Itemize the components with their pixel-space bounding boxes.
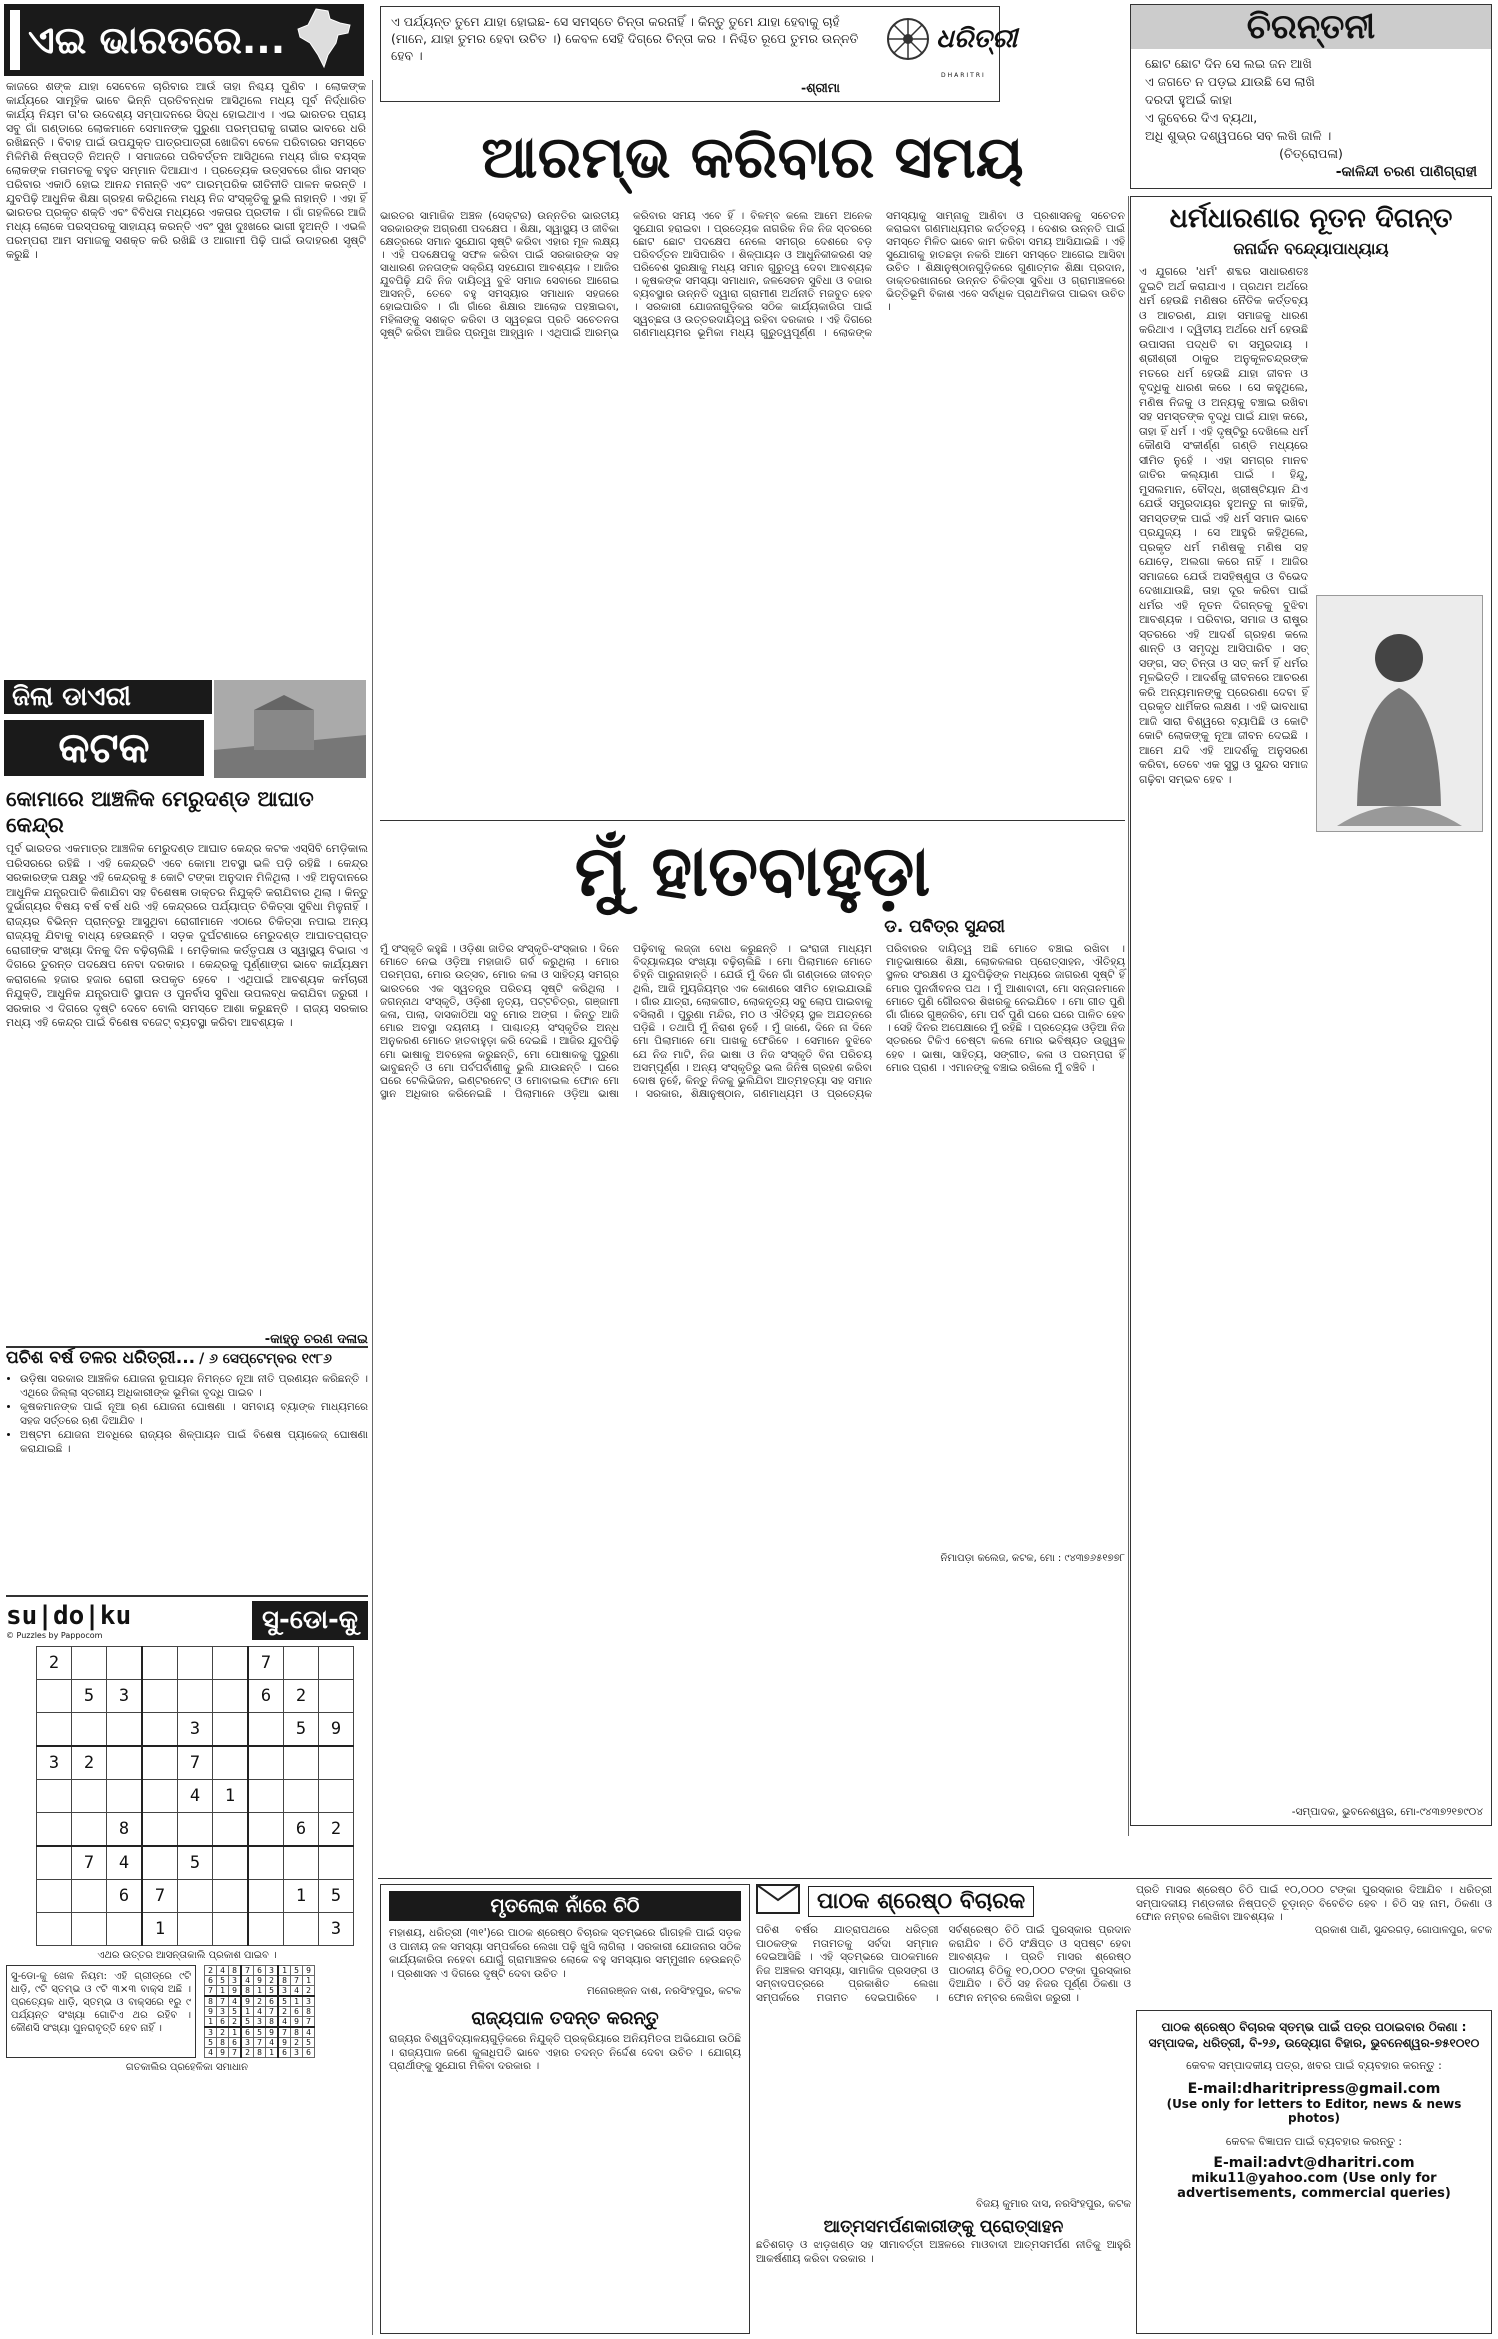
sudoku-cell [72,1713,107,1747]
solution-cell: 9 [303,1966,315,1976]
dharma-body: ଏ ଯୁଗରେ 'ଧର୍ମ' ଶବ୍ଦର ସାଧାରଣତଃ ଦୁଇଟି ଅର୍ଥ କରାଯାଏ । ପ୍ରଥମ ଅର୍ଥରେ ଧର୍ମ ହେଉଛି ମଣିଷର ନୈତିକ କର୍ତ୍ତବ୍ୟ ଓ ଆଚରଣ, ଯାହା ସମାଜକୁ ଧାରଣ କରିଥାଏ । ଦ୍ୱିତୀୟ ଅର୍ଥରେ ଧର୍ମ ହେଉଛି ଉପାସନା ପଦ୍ଧତି ବା ସମ୍ପ୍ରଦାୟ । ଶ୍ରୀଶ୍ରୀ ଠାକୁର ଅନୁକୂଳଚନ୍ଦ୍ରଙ୍କ ମତରେ ଧର୍ମ ହେଉଛି ଯାହା ଜୀବନ ଓ ବୃଦ୍ଧିକୁ ଧାରଣ କରେ । ସେ କହୁଥିଲେ, ମଣିଷ ନିଜକୁ ଓ ଅନ୍ୟକୁ ବଞ୍ଚାଇ ରଖିବା ସହ ସମସ୍ତଙ୍କ ବୃଦ୍ଧି ପାଇଁ ଯାହା କରେ, ତାହା ହିଁ ଧର୍ମ । ଏହି ଦୃଷ୍ଟିରୁ ଦେଖିଲେ ଧର୍ମ କୌଣସି ସଂକୀର୍ଣ୍ଣ ଗଣ୍ଡି ମଧ୍ୟରେ ସୀମିତ ନୁହେଁ । ଏହା ସମଗ୍ର ମାନବ ଜାତିର କଲ୍ୟାଣ ପାଇଁ । ହିନ୍ଦୁ, ମୁସଲମାନ, ବୌଦ୍ଧ, ଖ୍ରୀଷ୍ଟିୟାନ ଯିଏ ଯେଉଁ ସମ୍ପ୍ରଦାୟର ହୁଅନ୍ତୁ ନା କାହିଁକି, ସମସ୍ତଙ୍କ ପାଇଁ ଏହି ଧର୍ମ ସମାନ ଭାବେ ପ୍ରଯୁଜ୍ୟ । ସେ ଆହୁରି କହିଥିଲେ, ପ୍ରକୃତ ଧର୍ମ ମଣିଷକୁ ମଣିଷ ସହ ଯୋଡ଼େ, ଅଲଗା କରେ ନାହିଁ । ଆଜିର ସମାଜରେ ଯେଉଁ ଅସହିଷ୍ଣୁତା ଓ ବିଭେଦ ଦେଖାଯାଉଛି, ତାହା ଦୂର କରିବା ପାଇଁ ଧର୍ମର ଏହି ନୂତନ ଦିଗନ୍ତକୁ ବୁଝିବା ଆବଶ୍ୟକ । ପରିବାର, ସମାଜ ଓ ରାଷ୍ଟ୍ର ସ୍ତରରେ ଏହି ଆଦର୍ଶ ଗ୍ରହଣ କଲେ ଶାନ୍ତି ଓ ସମୃଦ୍ଧି ଆସିପାରିବ । ସତ୍ ସଙ୍ଗ, ସତ୍ ଚିନ୍ତା ଓ ସତ୍ କର୍ମ ହିଁ ଧର୍ମର ମୂଳଭିତ୍ତି । ଆଦର୍ଶକୁ ଜୀବନରେ ଆଚରଣ କରି ଅନ୍ୟମାନଙ୍କୁ ପ୍ରେରଣା ଦେବା ହିଁ ପ୍ରକୃତ ଧାର୍ମିକର ଲକ୍ଷଣ । ଏହି ଭାବଧାରା ଆଜି ସାରା ବିଶ୍ୱରେ ବ୍ୟାପିଛି ଓ କୋଟି କୋଟି ଲୋକଙ୍କୁ ନୂଆ ଜୀବନ ଦେଇଛି । ଆମେ ଯଦି ଏହି ଆଦର୍ଶକୁ ଅନୁସରଣ କରିବା, ତେବେ ଏକ ସୁସ୍ଥ ଓ ସୁନ୍ଦର ସମାଜ ଗଢ଼ିବା ସମ୍ଭବ ହେବ । [1139,265,1308,786]
contact-box [1136,2010,1492,2334]
sudoku-cell [107,1746,143,1780]
sudoku-cell [178,1913,213,1946]
sudoku-cell [178,1880,213,1913]
sudoku-cell [213,1713,249,1747]
solution-cell: 9 [217,2048,229,2058]
sudoku-table [36,1646,354,1946]
contact-email1[interactable]: E-mail:dharitripress@gmail.com [1187,2081,1441,2097]
sudoku-cell [72,1647,107,1680]
solution-cell: 8 [291,2027,303,2038]
zila-diary-label: ଜିଲା ଡାଏରୀ [4,680,212,714]
sudoku-cell [107,1913,143,1946]
sudoku-cell [107,1713,143,1747]
sudoku-cell [37,1846,72,1880]
prize-box [1136,1884,1492,2004]
poem-line: ଦରଦୀ ହୁଅଇଁ କାହା [1145,92,1233,107]
sudoku-footer: ଗତକାଲିର ପ୍ରହେଳିକା ସମାଧାନ [125,2062,249,2073]
sudoku-cell: 3 [37,1746,72,1780]
chirantani-lines [1131,49,1491,187]
solution-cell: 1 [205,2017,217,2028]
ei-bharatare-banner [4,4,364,76]
sudoku-rules: ସୁ-ଡୋ-କୁ ଖେଳ ନିୟମ: ଏହି ଗ୍ରୀଡ୍‌ରେ ୯ଟି ଧାଡ଼ି, ୯ଟି ସ୍ତମ୍ଭ ଓ ୯ଟି ୩×୩ ବାକ୍ସ ଅଛି । ପ୍ରତ୍ୟେକ ଧାଡ଼ି, ସ୍ତମ୍ଭ ଓ ବାକ୍ସରେ ୧ରୁ ୯ ପର୍ଯ୍ୟନ୍ତ ସଂଖ୍ୟା ଗୋଟିଏ ଥର ରହିବ । କୌଣସି ସଂଖ୍ୟା ପୁନରାବୃତ୍ତି ହେବ ନାହିଁ । [6,1965,196,2058]
solution-cell: 8 [266,2017,279,2028]
solution-cell: 6 [278,2048,291,2058]
sudoku-row [37,1880,354,1913]
solution-cell: 5 [266,1986,279,1997]
solution-cell: 6 [303,2048,315,2058]
contact-note1: କେବଳ ସମ୍ପାଦକୀୟ ପତ୍ର, ଖବର ପାଇଁ ବ୍ୟବହାର କରନ୍ତୁ : [1186,2059,1442,2072]
pathak-signature: ବିଜୟ କୁମାର ଦାସ, ନରସିଂହପୁର, କଟକ [975,2198,1131,2210]
sudoku-cell [319,1746,354,1780]
sudoku-cell [213,1813,249,1847]
komare-headline: କୋମାରେ ଆଞ୍ଚଳିକ ମେରୁଦଣ୍ଡ ଆଘାତ କେନ୍ଦ୍ର [6,787,314,837]
solution-cell: 7 [241,1966,254,1976]
solution-cell: 3 [278,1986,291,1997]
solution-cell: 5 [254,2027,266,2038]
solution-cell: 1 [254,1986,266,1997]
sudoku-cell [37,1880,72,1913]
sudoku-cell [72,1913,107,1946]
solution-row [205,1996,315,2007]
solution-cell: 7 [303,2017,315,2028]
sudoku-row [37,1680,354,1713]
pachisa-item: • ଉଡ଼ିଷା ସରକାର ଆଞ୍ଚଳିକ ଯୋଜନା ରୂପାୟନ ନିମନ୍ତେ ନୂଆ ନୀତି ପ୍ରଣୟନ କରିଛନ୍ତି । ଏଥିରେ ଜିଲ୍ଲା ସ୍ତରୀୟ ଅଧିକାରୀଙ୍କ ଭୂମିକା ବୃଦ୍ଧି ପାଇବ । [20,1372,368,1400]
sudoku-cell [107,1647,143,1680]
zila-diary-box [4,680,368,780]
solution-cell: 1 [303,1976,315,1986]
solution-cell: 5 [291,1966,303,1976]
solution-cell: 4 [254,2007,266,2017]
solution-cell: 3 [229,1976,242,1986]
sudoku-row [37,1913,354,1946]
solution-cell: 9 [266,2027,279,2038]
solution-row [205,2038,315,2048]
solution-cell: 6 [291,2007,303,2017]
sudoku-cell [319,1846,354,1880]
sudoku-cell [142,1846,178,1880]
solution-cell: 6 [205,1976,217,1986]
solution-cell: 2 [205,1966,217,1976]
poem-line: ଛୋଟ ଛୋଟ ଦିନ ସେ ଲଇ ଜନ ଆଖି [1145,56,1312,71]
solution-cell: 7 [266,2007,279,2017]
solution-cell: 2 [278,2007,291,2017]
sudoku-cell [319,1647,354,1680]
pachisa-item: • କୃଷକମାନଙ୍କ ପାଇଁ ନୂଆ ଋଣ ଯୋଜନା ଘୋଷଣା । ସମବାୟ ବ୍ୟାଙ୍କ ମାଧ୍ୟମରେ ସହଜ ସର୍ତ୍ତରେ ଋଣ ଦିଆଯିବ । [20,1400,368,1428]
solution-cell: 5 [303,2038,315,2048]
mu-hatabahuda-article [380,820,1125,1580]
sudoku-cell [72,1880,107,1913]
solution-cell: 7 [229,2048,242,2058]
sudoku-cell [248,1780,284,1813]
solution-cell: 6 [266,1996,279,2007]
sudoku-cell: 9 [319,1713,354,1747]
sudoku-cell [319,1680,354,1713]
ei-bharatare-body: କାଜରେ ଶଙ୍କ ଯାହା ସେବେଳେ ଚାରିବାର ଆଉଁ ତାହା ନିଶ୍ଚୟ ପୁଣିବ । ଲୋକଙ୍କ କାର୍ଯ୍ୟରେ ସାମୂହିକ ଭାବେ ଭିନ୍ନି ପ୍ରତିବନ୍ଧକ ଆସିଥିଲେ ମଧ୍ୟ ପୂର୍ବ ନିର୍ଦ୍ଧାରିତ କାର୍ଯ୍ୟ ନିୟମ ତା'ର ଉଦେଶ୍ୟ ସମ୍ପାଦନରେ ସିଦ୍ଧ ହୋଇଥାଏ । ଏଇ ଭାରତର ପ୍ରାୟ ସବୁ ଗାଁ ଗଣ୍ଡାରେ ଲୋକମାନେ ସେମାନଙ୍କ ପୁରୁଣା ପରମ୍ପରାକୁ ଗଭୀର ଭାବରେ ଧରି ରଖିଛନ୍ତି । ବିବାହ ପାଇଁ ଉପଯୁକ୍ତ ପାତ୍ରପାତ୍ରୀ ଖୋଜିବା ବେଳେ ପରିବାରର ସମସ୍ତେ ମିଳିମିଶି ନିଷ୍ପତ୍ତି ନିଅନ୍ତି । ସମାଜରେ ପରିବର୍ତ୍ତନ ଆସିଥିଲେ ମଧ୍ୟ ଗାଁର ବୟସ୍କ ଲୋକଙ୍କ ମତାମତକୁ ବହୁତ ସମ୍ମାନ ଦିଆଯାଏ । ପ୍ରତ୍ୟେକ ଉତ୍ସବରେ ଗାଁର ସମସ୍ତ ପରିବାର ଏକାଠି ହୋଇ ଆନନ୍ଦ ମନାନ୍ତି ଏବଂ ପାରମ୍ପରିକ ରୀତିନୀତି ପାଳନ କରନ୍ତି । ଯୁବପିଢ଼ି ଆଧୁନିକ ଶିକ୍ଷା ଗ୍ରହଣ କରିଥିଲେ ମଧ୍ୟ ନିଜ ସଂସ୍କୃତିକୁ ଭୁଲି ନାହାନ୍ତି । ଏହା ହିଁ ଭାରତର ପ୍ରକୃତ ଶକ୍ତି ଏବଂ ବିବିଧତା ମଧ୍ୟରେ ଏକତାର ପ୍ରତୀକ । ଗାଁ ଗହଳିରେ ଆଜି ମଧ୍ୟ ଲୋକେ ପରସ୍ପରକୁ ସାହାଯ୍ୟ କରନ୍ତି ଏବଂ ସୁଖ ଦୁଃଖରେ ଭାଗୀ ହୁଅନ୍ତି । ଏଭଳି ପରମ୍ପରା ଆମ ସମାଜକୁ ସଶକ୍ତ କରି ରଖିଛି ଓ ଆଗାମୀ ପିଢ଼ି ପାଇଁ ଉଦାହରଣ ସୃଷ୍ଟି କରୁଛି । [6,80,366,261]
chakra-icon [886,17,930,65]
sudoku-cell [213,1913,249,1946]
ei-bharatare-title: ଏଇ ଭାରତରେ... [28,17,286,62]
solution-cell: 6 [229,2038,242,2048]
solution-row [205,2027,315,2038]
solution-cell: 1 [229,2027,242,2038]
column-rule [372,80,373,2335]
mrutyulok-title: ମୃତଲୋକ ନାଁରେ ଚିଠି [389,1891,741,1921]
sudoku-cell [37,1780,72,1813]
sudoku-title: ସୁ-ଡୋ-କୁ [252,1601,368,1640]
sudoku-cell: 6 [107,1880,143,1913]
section-rule [378,1878,1492,1879]
solution-cell: 8 [205,1996,217,2007]
sudoku-cell [248,1813,284,1847]
sudoku-label: su|do|ku [6,1601,132,1631]
solution-cell: 5 [278,1996,291,2007]
quote-strip [380,6,1018,102]
solution-cell: 5 [241,2017,254,2028]
sudoku-cell [72,1813,107,1847]
solution-cell: 4 [303,2027,315,2038]
solution-cell: 1 [241,2007,254,2017]
sudoku-cell: 4 [107,1846,143,1880]
sudoku-cell [248,1846,284,1880]
contact-address: ପାଠକ ଶ୍ରେଷ୍ଠ ବିଚାରକ ସ୍ତମ୍ଭ ପାଇଁ ପତ୍ର ପଠାଇବାର ଠିକଣା : ସମ୍ପାଦକ, ଧରିତ୍ରୀ, ବି-୨୬, ଉଦ୍ୟୋଗ ବିହାର, ଭୁବନେଶ୍ୱର-୭୫୧୦୧୦ [1148,2020,1480,2050]
masthead-sub: DHARITRI [941,72,986,79]
sudoku-cell [284,1846,319,1880]
solution-cell: 1 [291,1996,303,2007]
solution-cell: 8 [229,1966,242,1976]
sudoku-cell [37,1680,72,1713]
pachisa-box [6,1346,368,1596]
sudoku-cell: 3 [107,1680,143,1713]
pachisa-list [6,1372,368,1456]
pachisa-item: • ଅଷ୍ଟମ ଯୋଜନା ଅବଧିରେ ରାଜ୍ୟର ଶିଳ୍ପାୟନ ପାଇଁ ବିଶେଷ ପ୍ୟାକେଜ୍ ଘୋଷଣା କରାଯାଇଛି । [20,1428,368,1456]
sudoku-cell [142,1680,178,1713]
india-map-icon [294,7,354,73]
solution-cell: 8 [278,1976,291,1986]
rajyapal-body: ରାଜ୍ୟର ବିଶ୍ୱବିଦ୍ୟାଳୟଗୁଡ଼ିକରେ ନିଯୁକ୍ତି ପ୍ରକ୍ରିୟାରେ ଅନିୟମିତତା ଅଭିଯୋଗ ଉଠିଛି । ରାଜ୍ୟପାଳ ଜଣେ କୁଳାଧିପତି ଭାବେ ଏହାର ତଦନ୍ତ ନିର୍ଦ୍ଦେଶ ଦେବା ଉଚିତ । ଯୋଗ୍ୟ ପ୍ରାର୍ଥୀଙ୍କୁ ସୁଯୋଗ ମିଳିବା ଦରକାର । [389,2033,741,2072]
sudoku-cell [142,1713,178,1747]
sudoku-cell: 7 [142,1880,178,1913]
solution-cell: 2 [217,2027,229,2038]
sudoku-cell [284,1913,319,1946]
dharma-author: ଜନାର୍ଦ୍ଦନ ବନ୍ଦ୍ୟୋପାଧ୍ୟାୟ [1233,239,1389,258]
sudoku-cell [213,1846,249,1880]
solution-cell: 8 [303,2007,315,2017]
mu-body: ମୁଁ ସଂସ୍କୃତି କହୁଛି । ଓଡ଼ିଶା ଜାତିର ସଂସ୍କୃତି-ସଂସ୍କାର । ଦିନେ ମୋତେ ନେଇ ଓଡ଼ିଆ ମହାଜାତି ଗର୍ବ କରୁଥିଲା । ମୋର ପରମ୍ପରା, ମୋର ଉତ୍ସବ, ମୋର କଳା ଓ ସାହିତ୍ୟ ସମଗ୍ର ଭାରତରେ ଏକ ସ୍ୱତନ୍ତ୍ର ପରିଚୟ ସୃଷ୍ଟି କରିଥିଲା । ଜଗନ୍ନାଥ ସଂସ୍କୃତି, ଓଡ଼ିଶୀ ନୃତ୍ୟ, ପଟ୍ଟଚିତ୍ର, ଗଞ୍ଜାମୀ କଳା, ପାଲା, ଦାସକାଠିଆ ସବୁ ମୋର ଅଙ୍ଗ । କିନ୍ତୁ ଆଜି ମୋର ଅବସ୍ଥା ଦୟନୀୟ । ପାଶ୍ଚାତ୍ୟ ସଂସ୍କୃତିର ଅନ୍ଧ ଅନୁକରଣ ମୋତେ ହାତବାହୁଡ଼ା କରି ଦେଇଛି । ଆଜିର ଯୁବପିଢ଼ି ମୋ ଭାଷାକୁ ଅବହେଳା କରୁଛନ୍ତି, ମୋ ପୋଷାକକୁ ପୁରୁଣା ଭାବୁଛନ୍ତି ଓ ମୋ ପର୍ବପର୍ବାଣୀକୁ ଭୁଲି ଯାଉଛନ୍ତି । ଘରେ ଘରେ ଟେଲିଭିଜନ, ଇଣ୍ଟରନେଟ୍ ଓ ମୋବାଇଲ ଫୋନ ମୋ ସ୍ଥାନ ଅଧିକାର କରିନେଇଛି । ପିଲାମାନେ ଓଡ଼ିଆ ଭାଷା ପଢ଼ିବାକୁ ଲଜ୍ଜା ବୋଧ କରୁଛନ୍ତି । ଇଂରାଜୀ ମାଧ୍ୟମ ବିଦ୍ୟାଳୟର ସଂଖ୍ୟା ବଢ଼ିଚାଲିଛି । ମୋ ପିଲାମାନେ ମୋତେ ଚିହ୍ନି ପାରୁନାହାନ୍ତି । ଯେଉଁ ମୁଁ ଦିନେ ଗାଁ ଗଣ୍ଡାରେ ଜୀବନ୍ତ ଥିଲି, ଆଜି ମ୍ୟୁଜିୟମ୍‌ର ଏକ କୋଣରେ ସୀମିତ ହୋଇଯାଉଛି । ଗାଁର ଯାତ୍ରା, ଲୋକଗୀତ, ଲୋକନୃତ୍ୟ ସବୁ ଲୋପ ପାଇବାକୁ ବସିଲାଣି । ପୁରୁଣା ମନ୍ଦିର, ମଠ ଓ ଐତିହ୍ୟ ସ୍ଥଳ ଅଯତ୍ନରେ ପଡ଼ିଛି । ତଥାପି ମୁଁ ନିରାଶ ନୁହେଁ । ମୁଁ ଜାଣେ, ଦିନେ ନା ଦିନେ ମୋ ପିଲାମାନେ ମୋ ପାଖକୁ ଫେରିବେ । ସେମାନେ ବୁଝିବେ ଯେ ନିଜ ମାଟି, ନିଜ ଭାଷା ଓ ନିଜ ସଂସ୍କୃତି ବିନା ପରିଚୟ ଅସମ୍ପୂର୍ଣ୍ଣ । ଅନ୍ୟ ସଂସ୍କୃତିରୁ ଭଲ ଜିନିଷ ଗ୍ରହଣ କରିବା ଦୋଷ ନୁହେଁ, କିନ୍ତୁ ନିଜକୁ ଭୁଲିଯିବା ଆତ୍ମହତ୍ୟା ସହ ସମାନ । ସରକାର, ଶିକ୍ଷାନୁଷ୍ଠାନ, ଗଣମାଧ୍ୟମ ଓ ପ୍ରତ୍ୟେକ ପରିବାରର ଦାୟିତ୍ୱ ଅଛି ମୋତେ ବଞ୍ଚାଇ ରଖିବା । ମାତୃଭାଷାରେ ଶିକ୍ଷା, ଲୋକକଳାର ପ୍ରୋତ୍ସାହନ, ଐତିହ୍ୟ ସ୍ଥଳର ସଂରକ୍ଷଣ ଓ ଯୁବପିଢ଼ିଙ୍କ ମଧ୍ୟରେ ଜାଗରଣ ସୃଷ୍ଟି ହିଁ ମୋର ପୁନର୍ଜୀବନର ପଥ । ମୁଁ ଆଶାବାଦୀ, ମୋ ସନ୍ତାନମାନେ ମୋତେ ପୁଣି ଗୌରବର ଶିଖରକୁ ନେଇଯିବେ । ମୋ ଗୀତ ପୁଣି ଗାଁ ଗାଁରେ ଗୁଞ୍ଜରିବ, ମୋ ପର୍ବ ପୁଣି ଘରେ ଘରେ ପାଳିତ ହେବ । ସେହି ଦିନର ଅପେକ୍ଷାରେ ମୁଁ ରହିଛି । ପ୍ରତ୍ୟେକ ଓଡ଼ିଆ ନିଜ ସ୍ତରରେ ଟିକିଏ ଚେଷ୍ଟା କଲେ ମୋର ଭବିଷ୍ୟତ ଉଜ୍ଜ୍ୱଳ ହେବ । ଭାଷା, ସାହିତ୍ୟ, ସଙ୍ଗୀତ, କଳା ଓ ପରମ୍ପରା ହିଁ ମୋର ପ୍ରାଣ । ଏମାନଙ୍କୁ ବଞ୍ଚାଇ ରଖିଲେ ମୁଁ ବଞ୍ଚିବି । [380,943,1125,1101]
komare-body: ପୂର୍ବ ଭାରତର ଏକମାତ୍ର ଆଞ୍ଚଳିକ ମେରୁଦଣ୍ଡ ଆଘାତ କେନ୍ଦ୍ର କଟକ ଏସ୍‌ସିବି ମେଡ଼ିକାଲ ପରିସରରେ ରହିଛି । ଏହି କେନ୍ଦ୍ରଟି ଏବେ କୋମା ଅବସ୍ଥା ଭଳି ପଡ଼ି ରହିଛି । କେନ୍ଦ୍ର ସରକାରଙ୍କ ପକ୍ଷରୁ ଏହି କେନ୍ଦ୍ରକୁ ୫ କୋଟି ଟଙ୍କା ଅନୁଦାନ ମିଳିଥିଲା । ଏହି ଅନୁଦାନରେ ଆଧୁନିକ ଯନ୍ତ୍ରପାତି କିଣାଯିବା ସହ ବିଶେଷଜ୍ଞ ଡାକ୍ତର ନିଯୁକ୍ତି କରାଯିବାର ଥିଲା । କିନ୍ତୁ ଦୁର୍ଭାଗ୍ୟର ବିଷୟ ବର୍ଷ ବର୍ଷ ଧରି ଏହି କେନ୍ଦ୍ରରେ ପର୍ଯ୍ୟାପ୍ତ ଚିକିତ୍ସା ସୁବିଧା ମିଳୁନାହିଁ । ରାଜ୍ୟର ବିଭିନ୍ନ ପ୍ରାନ୍ତରୁ ଆସୁଥିବା ରୋଗୀମାନେ ଏଠାରେ ଚିକିତ୍ସା ନପାଇ ଅନ୍ୟ ରାଜ୍ୟକୁ ଯିବାକୁ ବାଧ୍ୟ ହେଉଛନ୍ତି । ସଡ଼କ ଦୁର୍ଘଟଣାରେ ମେରୁଦଣ୍ଡ ଆଘାତପ୍ରାପ୍ତ ରୋଗୀଙ୍କ ସଂଖ୍ୟା ଦିନକୁ ଦିନ ବଢ଼ିଚାଲିଛି । ମେଡ଼ିକାଲ କର୍ତ୍ତୃପକ୍ଷ ଓ ସ୍ୱାସ୍ଥ୍ୟ ବିଭାଗ ଏ ଦିଗରେ ତୁରନ୍ତ ପଦକ୍ଷେପ ନେବା ଦରକାର । କେନ୍ଦ୍ରକୁ ପୂର୍ଣ୍ଣାଙ୍ଗ ଭାବେ କାର୍ଯ୍ୟକ୍ଷମ କରାଗଲେ ହଜାର ହଜାର ରୋଗୀ ଉପକୃତ ହେବେ । ଏଥିପାଇଁ ଆବଶ୍ୟକ କର୍ମଚାରୀ ନିଯୁକ୍ତି, ଆଧୁନିକ ଯନ୍ତ୍ରପାତି ସ୍ଥାପନ ଓ ପୁନର୍ବାସ ସୁବିଧା ଉପଲବ୍ଧ କରାଯିବା ଜରୁରୀ । ସରକାର ଏ ଦିଗରେ ଦୃଷ୍ଟି ଦେବେ ବୋଲି ସମସ୍ତେ ଆଶା କରୁଛନ୍ତି । ରାଜ୍ୟ ସରକାର ମଧ୍ୟ ଏହି କେନ୍ଦ୍ର ପାଇଁ ବିଶେଷ ବଜେଟ୍ ବ୍ୟବସ୍ଥା କରିବା ଆବଶ୍ୟକ । [6,842,368,1029]
solution-cell: 9 [205,2007,217,2017]
solution-cell: 9 [254,1976,266,1986]
sudoku-cell: 3 [178,1713,213,1747]
sudoku-cell [284,1746,319,1780]
solution-row [205,2007,315,2017]
prize-signature: ପ୍ରକାଶ ପାଣି, ସୁନ୍ଦରଗଡ଼, ଗୋପାଳପୁର, କଟକ [1314,1924,1492,1936]
contact-email2b[interactable]: miku11@yahoo.com (Use only for [1191,2171,1437,2186]
solution-cell: 3 [217,2007,229,2017]
sudoku-cell: 3 [319,1913,354,1946]
solution-cell: 4 [229,1996,242,2007]
sudoku-row [37,1746,354,1780]
solution-cell: 4 [278,2017,291,2028]
komare-article [6,786,368,1347]
envelope-icon [756,1884,800,1918]
solution-cell: 5 [205,2038,217,2048]
main-article-title: ଆରମ୍ଭ କରିବାର ସମୟ [481,123,1024,191]
solution-cell: 8 [241,1986,254,1997]
solution-cell: 2 [303,1986,315,1997]
solution-cell: 4 [266,2038,279,2048]
mu-title: ମୁଁ ହାତବାହୁଡ଼ା [574,830,931,912]
sudoku-cell: 1 [142,1913,178,1946]
main-article-body: ଭାରତର ସାମାଜିକ ଅଞ୍ଚଳ (ସେକ୍ଟର) ଉନ୍ନତିର ଭାରତୀୟ ସରକାରଙ୍କ ଅଗ୍ରଣୀ ପଦକ୍ଷେପ । ଶିକ୍ଷା, ସ୍ୱାସ୍ଥ୍ୟ ଓ ଜୀବିକା କ୍ଷେତ୍ରରେ ସମାନ ସୁଯୋଗ ସୃଷ୍ଟି କରିବା ଏହାର ମୂଳ ଲକ୍ଷ୍ୟ । ଏହି ପଦକ୍ଷେପକୁ ସଫଳ କରିବା ପାଇଁ ସରକାରଙ୍କ ସହ ସାଧାରଣ ଜନତାଙ୍କ ସକ୍ରିୟ ସହଯୋଗ ଆବଶ୍ୟକ । ଆଜିର ଯୁବପିଢ଼ି ଯଦି ନିଜ ଦାୟିତ୍ୱ ବୁଝି ସମାଜ ସେବାରେ ଆଗେଇ ଆସନ୍ତି, ତେବେ ବହୁ ସମସ୍ୟାର ସମାଧାନ ସହଜରେ ହୋଇପାରିବ । ଗାଁ ଗାଁରେ ଶିକ୍ଷାର ଆଲୋକ ପହଞ୍ଚାଇବା, ମହିଳାଙ୍କୁ ସଶକ୍ତ କରିବା ଓ ସ୍ୱଚ୍ଛତା ପ୍ରତି ସଚେତନତା ସୃଷ୍ଟି କରିବା ଆଜିର ପ୍ରମୁଖ ଆହ୍ୱାନ । ଏଥିପାଇଁ ଆରମ୍ଭ କରିବାର ସମୟ ଏବେ ହିଁ । ବିଳମ୍ବ କଲେ ଆମେ ଅନେକ ସୁଯୋଗ ହରାଇବା । ପ୍ରତ୍ୟେକ ନାଗରିକ ନିଜ ନିଜ ସ୍ତରରେ ଛୋଟ ଛୋଟ ପଦକ୍ଷେପ ନେଲେ ସମଗ୍ର ଦେଶରେ ବଡ଼ ପରିବର୍ତ୍ତନ ଆସିପାରିବ । ଶିଳ୍ପାୟନ ଓ ଆଧୁନିକୀକରଣ ସହ ପରିବେଶ ସୁରକ୍ଷାକୁ ମଧ୍ୟ ସମାନ ଗୁରୁତ୍ୱ ଦେବା ଆବଶ୍ୟକ । କୃଷକଙ୍କ ସମସ୍ୟା ସମାଧାନ, ଜଳସେଚନ ସୁବିଧା ଓ ବଜାର ବ୍ୟବସ୍ଥାର ଉନ୍ନତି ଦ୍ୱାରା ଗ୍ରାମୀଣ ଅର୍ଥନୀତି ମଜବୁତ ହେବ । ସରକାରୀ ଯୋଜନାଗୁଡ଼ିକର ସଠିକ କାର୍ଯ୍ୟକାରିତା ପାଇଁ ସ୍ୱଚ୍ଛତା ଓ ଉତ୍ତରଦାୟିତ୍ୱ ରହିବା ଦରକାର । ଏହି ଦିଗରେ ଗଣମାଧ୍ୟମର ଭୂମିକା ମଧ୍ୟ ଗୁରୁତ୍ୱପୂର୍ଣ୍ଣ । ଲୋକଙ୍କ ସମସ୍ୟାକୁ ସାମ୍ନାକୁ ଆଣିବା ଓ ପ୍ରଶାସନକୁ ସଚେତନ କରାଇବା ଗଣମାଧ୍ୟମର କର୍ତ୍ତବ୍ୟ । ଦେଶର ଉନ୍ନତି ପାଇଁ ସମସ୍ତେ ମିଳିତ ଭାବେ କାମ କରିବା ସମୟ ଆସିଯାଇଛି । ଏହି ସୁଯୋଗକୁ ହାତଛଡ଼ା ନକରି ଆମେ ସମସ୍ତେ ଆଗେଇ ଆସିବା ଉଚିତ । ଶିକ୍ଷାନୁଷ୍ଠାନଗୁଡ଼ିକରେ ଗୁଣାତ୍ମକ ଶିକ୍ଷା ପ୍ରଦାନ, ଡାକ୍ତରଖାନାରେ ଉନ୍ନତ ଚିକିତ୍ସା ସୁବିଧା ଓ ଗ୍ରାମାଞ୍ଚଳରେ ଭିତ୍ତିଭୂମି ବିକାଶ ଏବେ ସର୍ବାଧିକ ପ୍ରାଥମିକତା ପାଇବା ଉଚିତ । [380,210,1125,339]
chirantani-title: ଚିରନ୍ତନୀ [1131,5,1491,49]
sudoku-cell [178,1680,213,1713]
solution-cell: 2 [266,1976,279,1986]
solution-cell: 7 [205,1986,217,1997]
poem-line: ଅଧି ଶୁଭ୍ର ଦଶ୍ୱପରେ ସବ ଲଖି ଜାଳି । [1145,128,1332,143]
zila-diary-city: କଟକ [4,720,204,776]
sudoku-cell: 2 [319,1813,354,1847]
mrutyulok-body: ମହାଶୟ, ଧରିତ୍ରୀ (୩୧')ରେ ପାଠକ ଶ୍ରେଷ୍ଠ ବିଚାରକ ସ୍ତମ୍ଭରେ ଗାଁଗହଳି ପାଇଁ ସଡ଼କ ଓ ପାନୀୟ ଜଳ ସମସ୍ୟା ସମ୍ପର୍କରେ ଲେଖା ପଢ଼ି ଖୁସି ଲାଗିଲା । ସରକାରୀ ଯୋଜନାର ସଠିକ କାର୍ଯ୍ୟକାରିତା ନହେବା ଯୋଗୁଁ ଗ୍ରାମାଞ୍ଚଳର ଲୋକେ ବହୁ ସମସ୍ୟାର ସମ୍ମୁଖୀନ ହେଉଛନ୍ତି । ପ୍ରଶାସନ ଏ ଦିଗରେ ଦୃଷ୍ଟି ଦେବା ଉଚିତ । [389,1927,741,1980]
sudoku-row [37,1846,354,1880]
sudoku-cell: 7 [178,1746,213,1780]
mrutyulok-box [380,1884,750,2334]
pathak-body: ପଚିଶ ବର୍ଷର ଯାତ୍ରାପଥରେ ଧରିତ୍ରୀ ପାଠକଙ୍କ ମତାମତକୁ ସର୍ବଦା ସମ୍ମାନ ଦେଇଆସିଛି । ଏହି ସ୍ତମ୍ଭରେ ପାଠକମାନେ ନିଜ ଅଞ୍ଚଳର ସମସ୍ୟା, ସାମାଜିକ ପ୍ରସଙ୍ଗ ଓ ସମ୍ବାଦପତ୍ରରେ ପ୍ରକାଶିତ ଲେଖା ସମ୍ପର୍କରେ ମତାମତ ଦେଇପାରିବେ । ସର୍ବଶ୍ରେଷ୍ଠ ଚିଠି ପାଇଁ ପୁରସ୍କାର ପ୍ରଦାନ କରାଯିବ । ଚିଠି ସଂକ୍ଷିପ୍ତ ଓ ସ୍ପଷ୍ଟ ହେବା ଆବଶ୍ୟକ । ପ୍ରତି ମାସର ଶ୍ରେଷ୍ଠ ପାଠକୀୟ ଚିଠିକୁ ୧୦,୦୦୦ ଟଙ୍କା ପୁରସ୍କାର ଦିଆଯିବ । ଚିଠି ସହ ନିଜର ପୂର୍ଣ୍ଣ ଠିକଣା ଓ ଫୋନ ନମ୍ବର ଲେଖିବା ଜରୁରୀ । [756,1924,1131,2004]
poem-line: ଏ ଜଗତେ ନ ପଡ଼ଇ ଯାଉଛି ସେ ଲାଖି [1145,74,1315,89]
solution-row [205,2017,315,2028]
solution-cell: 1 [217,1986,229,1997]
sudoku-cell [213,1647,249,1680]
sudoku-cell: 2 [37,1647,72,1680]
dharma-footer: -ସମ୍ପାଦକ, ଭୁବନେଶ୍ୱର, ମୋ-୯୪୩୭୨୧୭୯୦୪ [1291,1806,1483,1818]
sudoku-cell [37,1713,72,1747]
sudoku-cell: 5 [319,1880,354,1913]
mrutyulok-signature: ମନୋରଞ୍ଜନ ଦାଶ, ନରସିଂହପୁର, କଟକ [586,1985,741,1997]
solution-row [205,1986,315,1997]
masthead-logo: ଧରିତ୍ରୀ [936,24,1018,54]
komare-author: -କାହ୍ନୁ ଚରଣ ଦଳାଇ [264,1332,368,1347]
sudoku-solution [204,1965,315,2058]
solution-cell: 2 [291,2038,303,2048]
solution-table [204,1965,315,2058]
solution-cell: 9 [291,2017,303,2028]
solution-cell: 9 [241,1996,254,2007]
sudoku-cell: 7 [248,1647,284,1680]
mu-footer: ନିମାପଡ଼ା କଲେଜ, କଟକ, ମୋ : ୯୪୩୭୬୫୧୭୭୮ [940,1553,1125,1564]
column-rule [1128,196,1129,1836]
contact-email2c: advertisements, commercial queries) [1177,2186,1451,2201]
sudoku-row [37,1813,354,1847]
solution-cell: 1 [266,2048,279,2058]
sudoku-cell [213,1880,249,1913]
sudoku-cell [142,1813,178,1847]
sudoku-cell [213,1680,249,1713]
poem-author: -କାଳିନ୍ଦୀ ଚରଣ ପାଣିଗ୍ରାହୀ [1335,164,1477,180]
sudoku-cell [142,1746,178,1780]
sudoku-cell [248,1746,284,1780]
sudoku-cell [37,1913,72,1946]
solution-cell: 4 [291,1986,303,1997]
solution-cell: 8 [217,2038,229,2048]
solution-cell: 7 [217,1996,229,2007]
sudoku-cell: 1 [213,1780,249,1813]
solution-cell: 1 [278,1966,291,1976]
sudoku-cell [248,1880,284,1913]
sudoku-cell: 6 [248,1680,284,1713]
sudoku-cell: 7 [72,1846,107,1880]
solution-cell: 3 [254,2017,266,2028]
solution-cell: 6 [217,2017,229,2028]
sudoku-cell [72,1780,107,1813]
sudoku-cell [178,1647,213,1680]
solution-cell: 3 [291,2048,303,2058]
sudoku-cell [142,1647,178,1680]
sudoku-cell [284,1647,319,1680]
sudoku-brand: © Puzzles by Pappocom [6,1631,103,1640]
sudoku-cell [178,1813,213,1847]
pachisa-header [6,1348,368,1368]
solution-cell: 4 [205,2048,217,2058]
sudoku-cell [319,1780,354,1813]
pachisa-date: / ୬ ସେପ୍ଟେମ୍ବର ୧୯୮୬ [199,1351,332,1367]
sudoku-answer-note: ଏଥର ଉତ୍ତର ଆସନ୍ତାକାଲି ପ୍ରକାଶ ପାଇବ । [97,1950,277,1961]
sudoku-cell [248,1713,284,1747]
solution-cell: 5 [229,2007,242,2017]
sudoku-cell: 8 [107,1813,143,1847]
sudoku-cell [107,1780,143,1813]
sudoku-row [37,1647,354,1680]
sudoku-cell: 4 [178,1780,213,1813]
dharma-photo [1316,595,1483,832]
pathak-title: ପାଠକ ଶ୍ରେଷ୍ଠ ବିଚାରକ [808,1886,1034,1917]
sudoku-cell: 2 [72,1746,107,1780]
sudoku-box [6,1595,368,2335]
sudoku-row [37,1713,354,1747]
dharma-article [1130,196,1492,1826]
sudoku-cell: 5 [284,1713,319,1747]
contact-email2a[interactable]: E-mail:advt@dharitri.com [1213,2155,1415,2171]
chirantani-box [1130,4,1492,189]
sudoku-cell [248,1913,284,1946]
solution-cell: 6 [254,1966,266,1976]
mu-author: ଡ. ପବିତ୍ର ସୁନ୍ଦରୀ [884,917,1005,937]
solution-cell: 3 [266,1966,279,1976]
pathak-footer-title: ଆତ୍ମସମର୍ପଣକାରୀଙ୍କୁ ପ୍ରୋତ୍ସାହନ [823,2217,1064,2237]
sudoku-cell: 1 [284,1880,319,1913]
sudoku-cell [284,1780,319,1813]
solution-row [205,2048,315,2058]
solution-row [205,1976,315,1986]
sudoku-cell: 2 [284,1680,319,1713]
sudoku-row [37,1780,354,1813]
solution-cell: 5 [217,1976,229,1986]
sudoku-cell: 6 [284,1813,319,1847]
contact-note2: କେବଳ ବିଜ୍ଞାପନ ପାଇଁ ବ୍ୟବହାର କରନ୍ତୁ : [1225,2135,1403,2148]
solution-cell: 2 [241,2048,254,2058]
solution-cell: 9 [278,2038,291,2048]
pathak-box [756,1884,1131,2334]
poem-line: ଏ ଜୁବେରେ ଦିଏ ବ୍ୟଥା, [1145,110,1258,125]
solution-cell: 6 [241,2027,254,2038]
sudoku-cell: 5 [72,1680,107,1713]
sudoku-cell [37,1813,72,1847]
solution-cell: 3 [205,2027,217,2038]
solution-cell: 3 [303,1996,315,2007]
contact-email1-note: (Use only for letters to Editor, news & news photos) [1166,2097,1462,2125]
solution-cell: 8 [254,2048,266,2058]
solution-cell: 3 [241,2038,254,2048]
quote-author: -ଶ୍ରୀମା [801,80,840,95]
sudoku-cell [213,1746,249,1780]
pathak-header [756,1884,1131,1918]
banner-bar [10,10,20,70]
pathak-footer-body: ଛତିଶଗଡ଼ ଓ ଝାଡ଼ଖଣ୍ଡ ସହ ସୀମାବର୍ତ୍ତୀ ଅଞ୍ଚଳରେ ମାଓବାଦୀ ଆତ୍ମସମର୍ପଣ ନୀତିକୁ ଆହୁରି ଆକର୍ଷଣୀୟ କରିବା ଦରକାର । [756,2239,1131,2265]
solution-cell: 7 [278,2027,291,2038]
solution-cell: 9 [229,1986,242,1997]
zila-diary-photo [214,680,366,778]
solution-cell: 2 [254,1996,266,2007]
solution-cell: 4 [241,1976,254,1986]
sudoku-bottom [6,1965,368,2058]
solution-cell: 2 [229,2017,242,2028]
solution-row [205,1966,315,1976]
solution-cell: 7 [254,2038,266,2048]
poem-source: (ଚିତ୍ରୋପଳା) [1279,146,1343,161]
prize-text: ପ୍ରତି ମାସର ଶ୍ରେଷ୍ଠ ଚିଠି ପାଇଁ ୧୦,୦୦୦ ଟଙ୍କା ପୁରସ୍କାର ଦିଆଯିବ । ଧରିତ୍ରୀ ସମ୍ପାଦକୀୟ ମଣ୍ଡଳୀର ନିଷ୍ପତ୍ତି ଚୂଡ଼ାନ୍ତ ବିବେଚିତ ହେବ । ଚିଠି ସହ ନାମ, ଠିକଣା ଓ ଫୋନ ନମ୍ବର ଲେଖିବା ଆବଶ୍ୟକ । [1136,1884,1492,1923]
quote-text: ଏ ପର୍ଯ୍ୟନ୍ତ ତୁମେ ଯାହା ହୋଇଛ- ସେ ସମସ୍ତେ ଚିନ୍ତା କରନାହିଁ । କିନ୍ତୁ ତୁମେ ଯାହା ହେବାକୁ ଚାହଁ (ମାନେ, ଯାହା ତୁମର ହେବା ଉଚିତ ।) କେବଳ ସେହି ଦିଗ୍‌ରେ ଚିନ୍ତା କର । ନିଶ୍ଚିତ ରୂପେ ତୁମର ଉନ୍ନତି ହେବ । [391,14,859,63]
sudoku-cell: 5 [178,1846,213,1880]
sudoku-header [6,1601,368,1640]
sudoku-cell [142,1780,178,1813]
sudoku-grid [36,1646,368,1946]
pachisa-title: ପଚିଶ ବର୍ଷ ତଳର ଧରିତ୍ରୀ... [6,1348,196,1368]
rajyapal-title: ରାଜ୍ୟପାଳ ତଦନ୍ତ କରନ୍ତୁ [471,2008,659,2029]
solution-cell: 4 [217,1966,229,1976]
solution-cell: 7 [291,1976,303,1986]
dharma-title: ଧର୍ମଧାରଣାର ନୂତନ ଦିଗନ୍ତ [1169,203,1453,234]
